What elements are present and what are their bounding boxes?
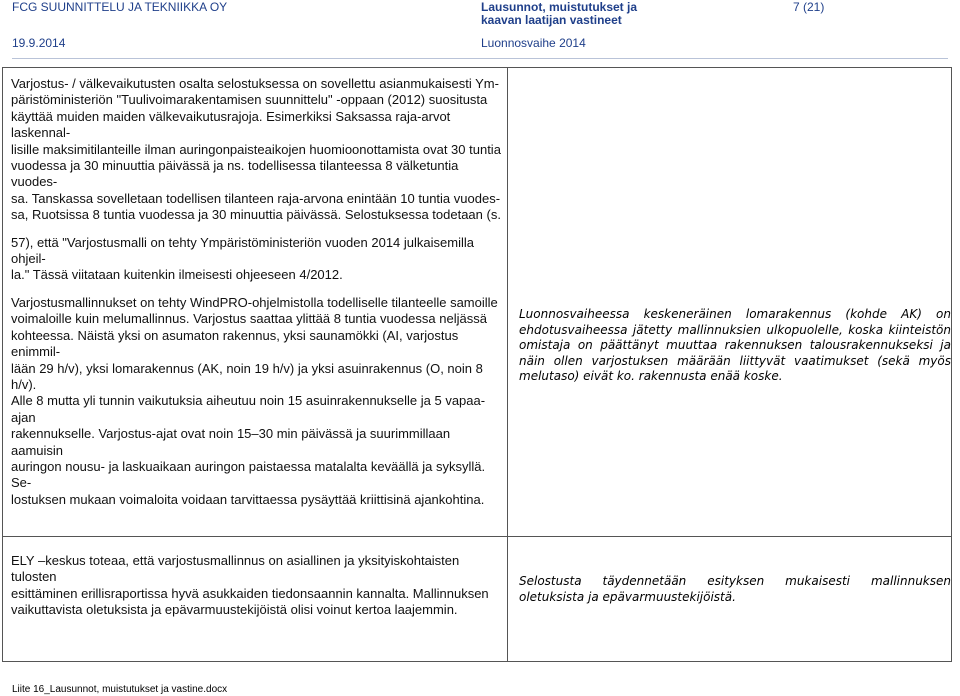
header-date: 19.9.2014: [12, 36, 66, 50]
header-company: FCG SUUNNITTELU JA TEKNIIKKA OY: [12, 0, 228, 14]
statement-line: Varjostusmallinnukset on tehty WindPRO-ohjelmistolla todelliselle tilanteelle samoille: [11, 294, 498, 310]
statement-line: päristöministeriön "Tuulivoimarakentamisen suunnittelu" -oppaan (2012) suositusta: [11, 92, 488, 108]
statement-scan-2: [11, 553, 503, 619]
statement-line: ELY –keskus toteaa, että varjostusmallinnus on asiallinen ja yksityiskohtaisten tulosten: [11, 553, 460, 585]
header-title-line1: Lausunnot, muistutukset ja: [481, 0, 638, 14]
response-2: Selostusta täydennetään esityksen mukaisesti mallinnuksen oletuksista ja epävarmuustekijöistä.: [519, 574, 951, 604]
statement-line: voimaloille kuin melumallinnus. Varjostus saattaa ylittää 8 tuntia vuodessa neljässä: [11, 311, 487, 327]
paragraph-gap: [11, 284, 503, 295]
header-page-number: 7 (21): [793, 0, 825, 14]
statement-line: vaikuttavista oletuksista ja epävarmuustekijöistä olisi voinut kertoa laajemmin.: [11, 602, 458, 618]
statement-line: sa, Ruotsissa 8 tuntia vuodessa ja 30 minuuttia päivässä. Selostuksessa todetaan (s.: [11, 207, 501, 223]
statement-line: kohteessa. Näistä yksi on asumaton rakennus, yksi saunamökki (AI, varjostus enimmil-: [11, 327, 459, 360]
statement-line: esittäminen erillisraportissa hyvä asukkaiden tiedonsaannin kannalta. Mallinnuksen: [11, 585, 489, 601]
statement-line: vuodessa ja 30 minuuttia päivässä ja ns. todellisessa tilanteessa 8 välketuntia vuodes-: [11, 158, 459, 190]
statement-line: 57), että "Varjostusmalli on tehty Ympäristöministeriön vuoden 2014 julkaisemilla ohjeil-: [11, 234, 474, 267]
statement-line: lostuksen mukaan voimaloita voidaan tarvittaessa pysäyttää kriittisinä ajankohtina.: [11, 491, 485, 507]
statement-line: käyttää muiden maiden välkevaikutusrajoja. Esimerkiksi Saksassa raja-arvot laskennal-: [11, 108, 451, 141]
paragraph-gap: [11, 224, 503, 235]
statement-line: lään 29 h/v), yksi lomarakennus (AK, noin 19 h/v) ja yksi asuinrakennus (O, noin 8 h/v).: [11, 360, 483, 392]
statement-line: rakennukselle. Varjostus-ajat ovat noin 15–30 min päivässä ja suurimmillaan aamuisin: [11, 426, 451, 458]
statement-line: Alle 8 mutta yli tunnin vaikutuksia aiheutuu noin 15 asuinrakennukselle ja 5 vapaa-ajan: [11, 393, 486, 425]
statement-line: sa. Tanskassa sovelletaan todellisen tilanteen raja-arvona enintään 10 tuntia vuodes-: [11, 190, 501, 206]
statement-scan-1: [11, 76, 503, 508]
statement-line: auringon nousu- ja laskuaikaan auringon paistaessa matalalta keväällä ja syksyllä. Se-: [11, 458, 486, 491]
header-phase: Luonnosvaihe 2014: [481, 36, 586, 50]
row-divider: [3, 536, 951, 537]
statement-line: lisille maksimitilanteille ilman auringonpaisteaikojen huomioonottamista ovat 30 tuntia: [11, 141, 501, 157]
statement-table: [2, 67, 952, 662]
column-divider: [507, 68, 508, 661]
header-title-line2: kaavan laatijan vastineet: [481, 13, 622, 27]
header-divider: [12, 58, 948, 59]
footer-filename: Liite 16_Lausunnot, muistutukset ja vastine.docx: [12, 684, 228, 695]
statement-line: Varjostus- / välkevaikutusten osalta selostuksessa on sovellettu asianmukaisesti Ym-: [11, 76, 499, 91]
statement-line: la." Tässä viitataan kuitenkin ilmeisesti ohjeeseen 4/2012.: [11, 267, 343, 283]
response-1: Luonnosvaiheessa keskeneräinen lomarakennus (kohde AK) on ehdotusvaiheessa jätetty mallinnuksien ulkopuolelle, koska kiinteistön omistaja on päättänyt muuttaa rakennuksen talousrakennukseksi ja näin ollen varjostuksen määrään liittyvät vaatimukset (sekä myös melutaso) eivät ko. rakennusta enää koske.: [519, 307, 951, 383]
